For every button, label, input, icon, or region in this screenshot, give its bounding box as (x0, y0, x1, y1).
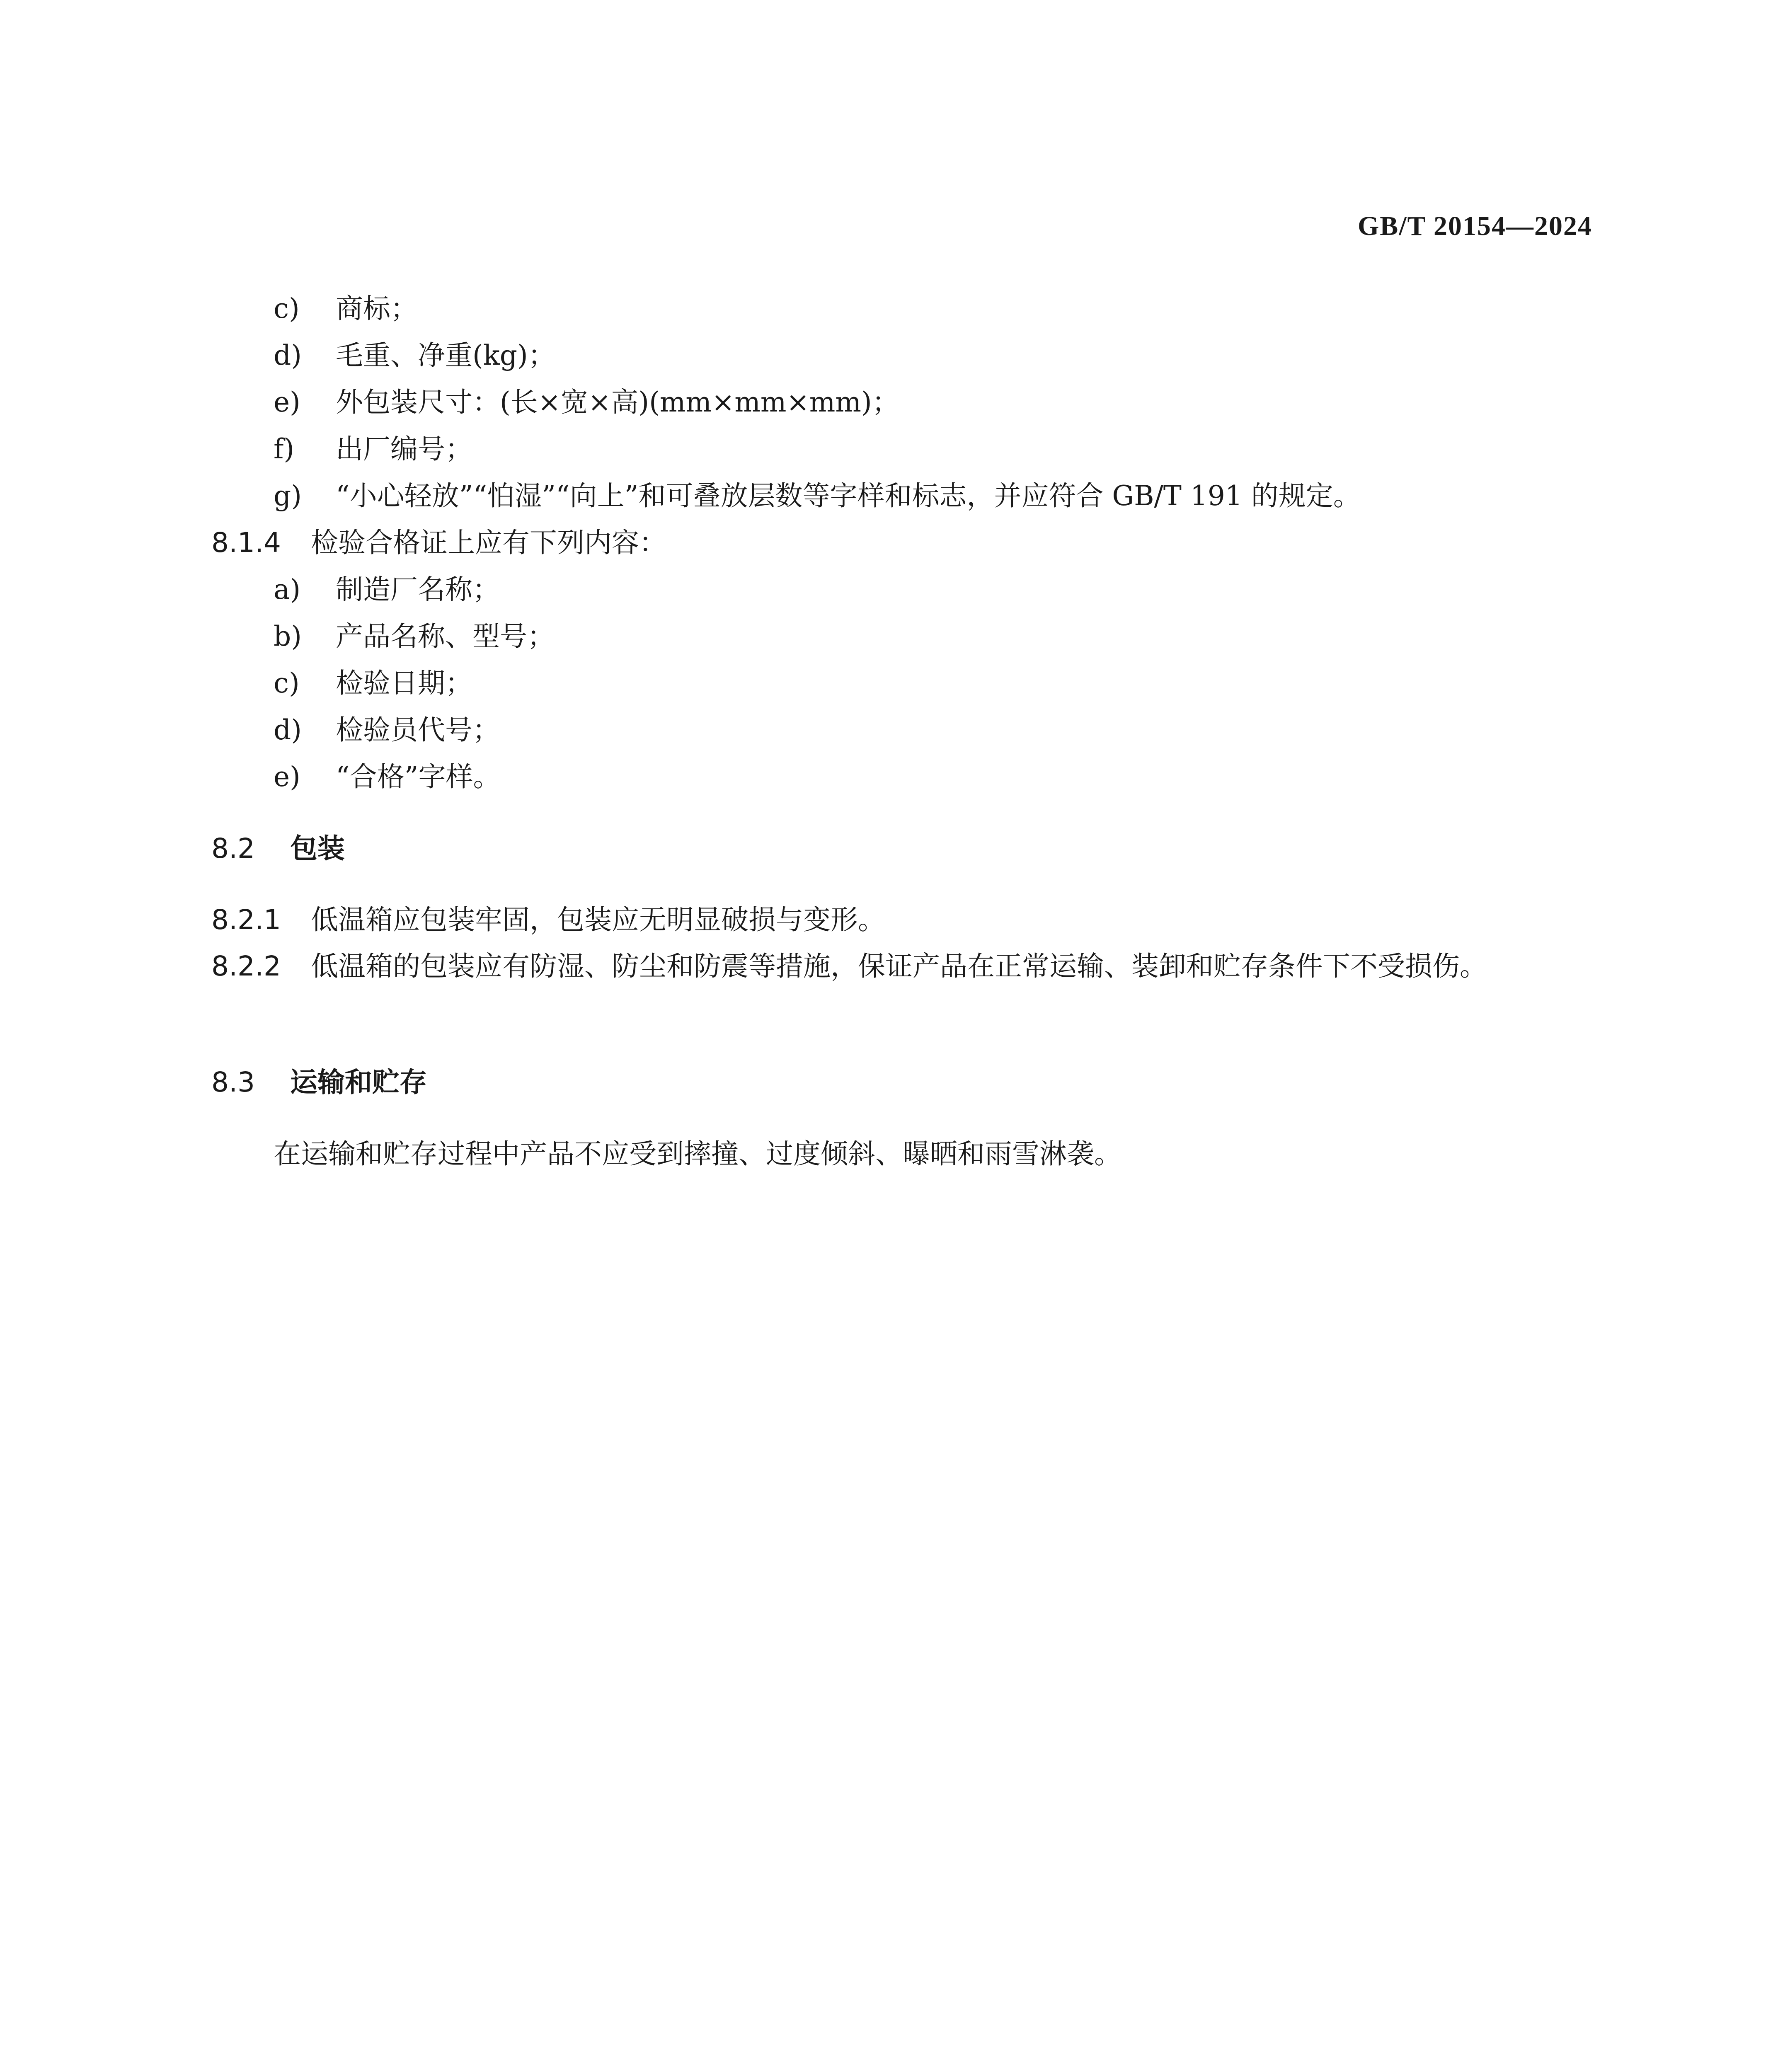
list-item-label: e) (274, 761, 300, 793)
clause-8-1-4 (211, 524, 666, 562)
section-8-3-paragraph: 在运输和贮存过程中产品不应受到摔撞、过度倾斜、曝晒和雨雪淋袭。 (274, 1138, 1121, 1170)
list-item-text: 检验日期； (336, 667, 472, 699)
list-item-text: 商标； (336, 293, 418, 324)
list-item-text: 制造厂名称； (336, 574, 500, 605)
list-item-label: g) (274, 480, 302, 512)
section-8-3-heading (211, 1064, 427, 1101)
list-item-label: f) (274, 433, 295, 465)
document-id-header: GB/T 20154—2024 (1357, 211, 1592, 241)
list-item-c2 (274, 665, 472, 702)
list-item-text: 外包装尺寸：(长×宽×高)(mm×mm×mm)； (336, 386, 899, 418)
clause-text: 低温箱应包装牢固，包装应无明显破损与变形。 (311, 904, 885, 936)
list-item-f (274, 431, 472, 468)
clause-number: 8.2.2 (211, 950, 281, 982)
section-title: 运输和贮存 (290, 1066, 427, 1098)
list-item-text: 产品名称、型号； (336, 620, 555, 652)
section-8-2-heading (211, 830, 345, 867)
list-item-label: c) (274, 293, 300, 324)
list-item-text: “小心轻放”“怕湿”“向上”和可叠放层数等字样和标志，并应符合 GB/T 191 的规定。 (336, 480, 1361, 512)
clause-text: 低温箱的包装应有防湿、防尘和防震等措施，保证产品在正常运输、装卸和贮存条件下不受损伤。 (311, 950, 1487, 982)
list-item-label: c) (274, 667, 300, 699)
list-item-label: a) (274, 574, 301, 605)
list-item-text: 毛重、净重(kg)； (336, 339, 555, 371)
list-item-label: d) (274, 714, 302, 746)
clause-8-2-2 (211, 943, 1591, 990)
section-title: 包装 (290, 833, 345, 864)
clause-text: 检验合格证上应有下列内容： (311, 527, 666, 559)
clause-number: 8.1.4 (211, 527, 281, 559)
list-item-label: d) (274, 339, 302, 371)
section-number: 8.3 (211, 1066, 255, 1098)
list-item-b (274, 618, 555, 655)
list-item-e2 (274, 758, 500, 796)
list-item-label: e) (274, 386, 300, 418)
list-item-a (274, 571, 500, 608)
list-item-d2 (274, 712, 500, 749)
list-item-d (274, 337, 555, 374)
list-item-text: 检验员代号； (336, 714, 500, 746)
clause-8-2-1 (211, 901, 885, 939)
list-item-text: “合格”字样。 (336, 761, 501, 793)
clause-number: 8.2.1 (211, 904, 281, 936)
section-number: 8.2 (211, 833, 255, 864)
list-item-e (274, 384, 899, 421)
list-item-c (274, 290, 418, 327)
list-item-text: 出厂编号； (336, 433, 472, 465)
list-item-g (274, 477, 1361, 515)
list-item-label: b) (274, 620, 302, 652)
